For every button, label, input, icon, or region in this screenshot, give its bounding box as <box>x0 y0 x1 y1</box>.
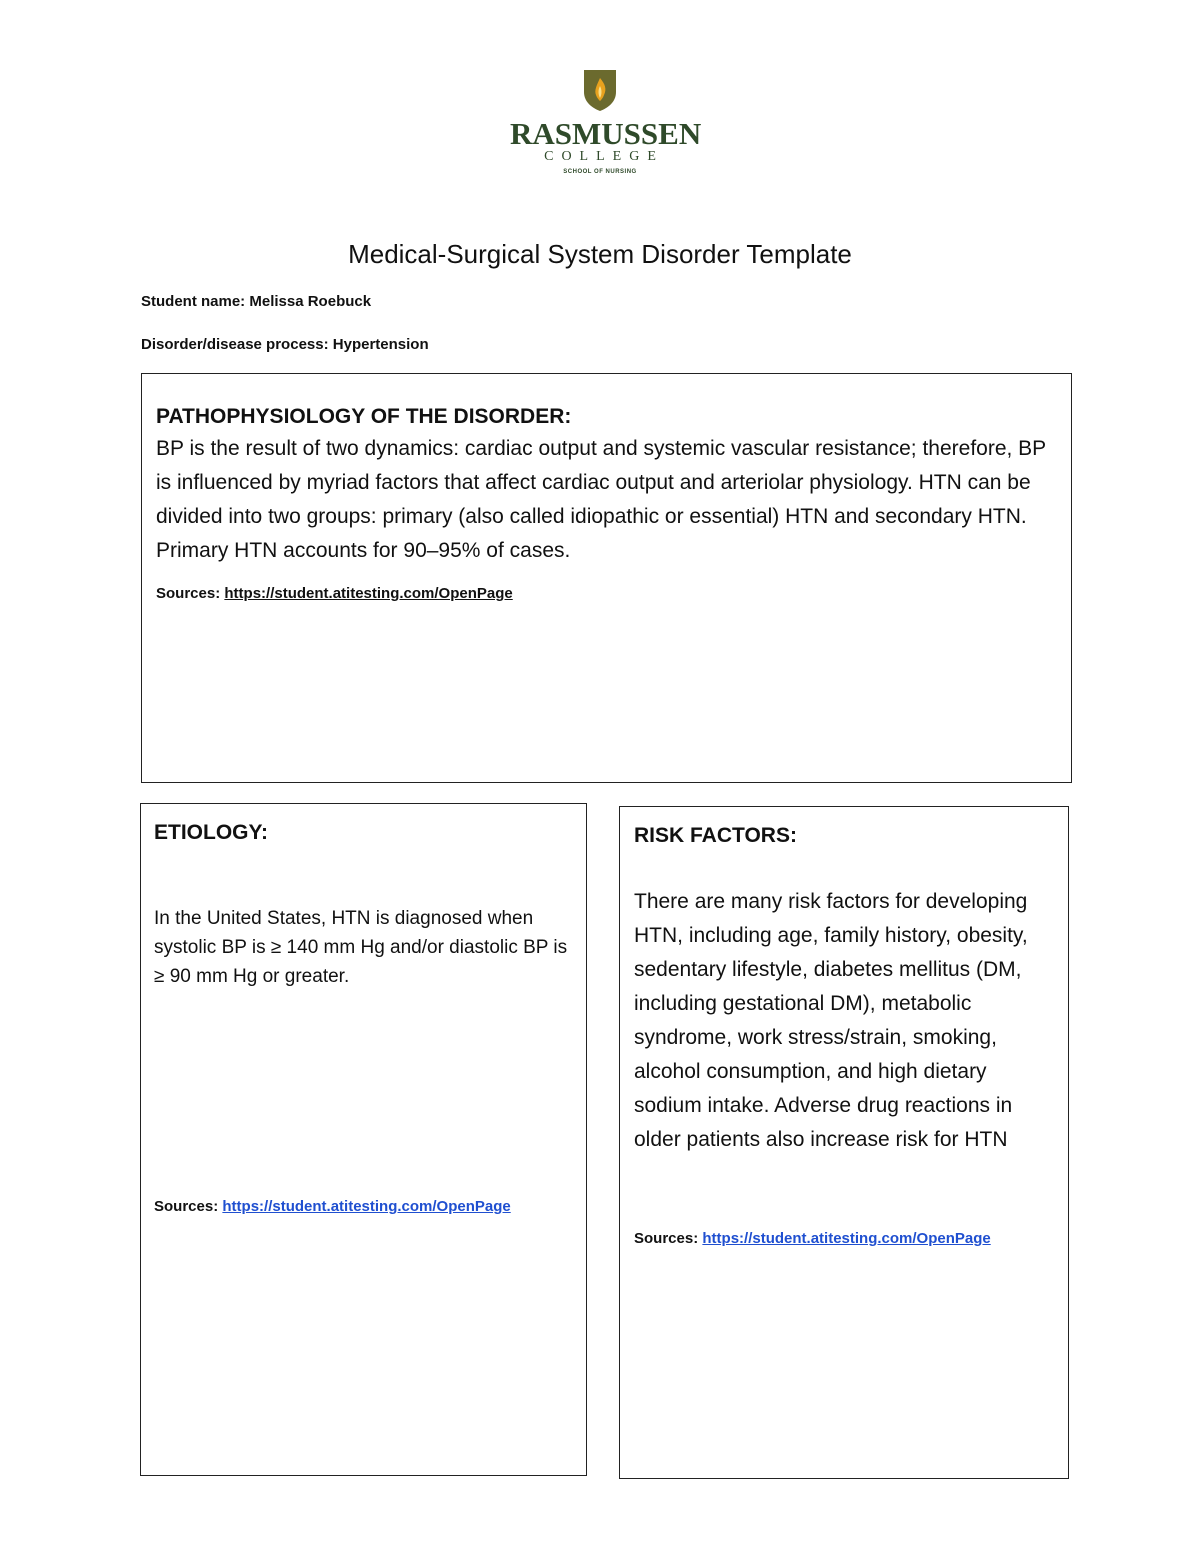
logo-name: RASMUSSEN <box>510 116 702 151</box>
risk-factors-box <box>619 806 1069 1479</box>
disorder-value: Hypertension <box>332 336 429 353</box>
source-link[interactable]: https://student.atitesting.com/OpenPage <box>702 1230 991 1247</box>
pathophysiology-sources <box>156 584 1057 604</box>
student-name-line <box>141 292 371 312</box>
risk-factors-sources <box>634 1229 1056 1249</box>
source-link[interactable]: https://student.atitesting.com/OpenPage <box>222 1198 511 1215</box>
etiology-text: In the United States, HTN is diagnosed when systolic BP is ≥ 140 mm Hg and/or diastolic BP is ≥ 90 mm Hg or greater. <box>154 908 568 987</box>
risk-factors-heading: RISK FACTORS: <box>634 824 797 847</box>
shield-flame-icon <box>582 68 618 112</box>
pathophysiology-heading: PATHOPHYSIOLOGY OF THE DISORDER: <box>156 405 572 428</box>
risk-factors-text: There are many risk factors for developing HTN, including age, family history, obesity, sedentary lifestyle, diabetes mellitus (DM, including gestational DM), metabolic syndrome, work stress/strain, smoking, alcohol consumption, and high dietary sodium intake. Adverse drug reactions in older patients also increase risk for HTN <box>634 890 1028 1151</box>
source-link[interactable]: https://student.atitesting.com/OpenPage <box>224 585 513 602</box>
pathophysiology-text: BP is the result of two dynamics: cardiac output and systemic vascular resistance; therefore, BP is influenced by myriad factors that affect cardiac output and arteriolar physiology. HTN can be divided into two groups: primary (also called idiopathic or essential) HTN and secondary HTN. Primary HTN accounts for 90–95% of cases. <box>156 437 1046 562</box>
etiology-heading: ETIOLOGY: <box>154 821 268 844</box>
sources-label: Sources: <box>154 1198 219 1215</box>
logo-college: COLLEGE <box>544 149 664 164</box>
college-logo <box>510 68 702 178</box>
pathophysiology-box <box>141 373 1072 783</box>
sources-label: Sources: <box>156 585 221 602</box>
logo-school: SCHOOL OF NURSING <box>563 169 637 175</box>
sources-label: Sources: <box>634 1230 699 1247</box>
etiology-box <box>140 803 587 1476</box>
student-name-label: Student name: <box>141 293 246 310</box>
page-title: Medical-Surgical System Disorder Template <box>348 239 852 269</box>
disorder-label: Disorder/disease process: <box>141 336 329 353</box>
disorder-line <box>141 335 429 355</box>
student-name-value: Melissa Roebuck <box>249 293 372 310</box>
etiology-sources <box>154 1197 574 1217</box>
